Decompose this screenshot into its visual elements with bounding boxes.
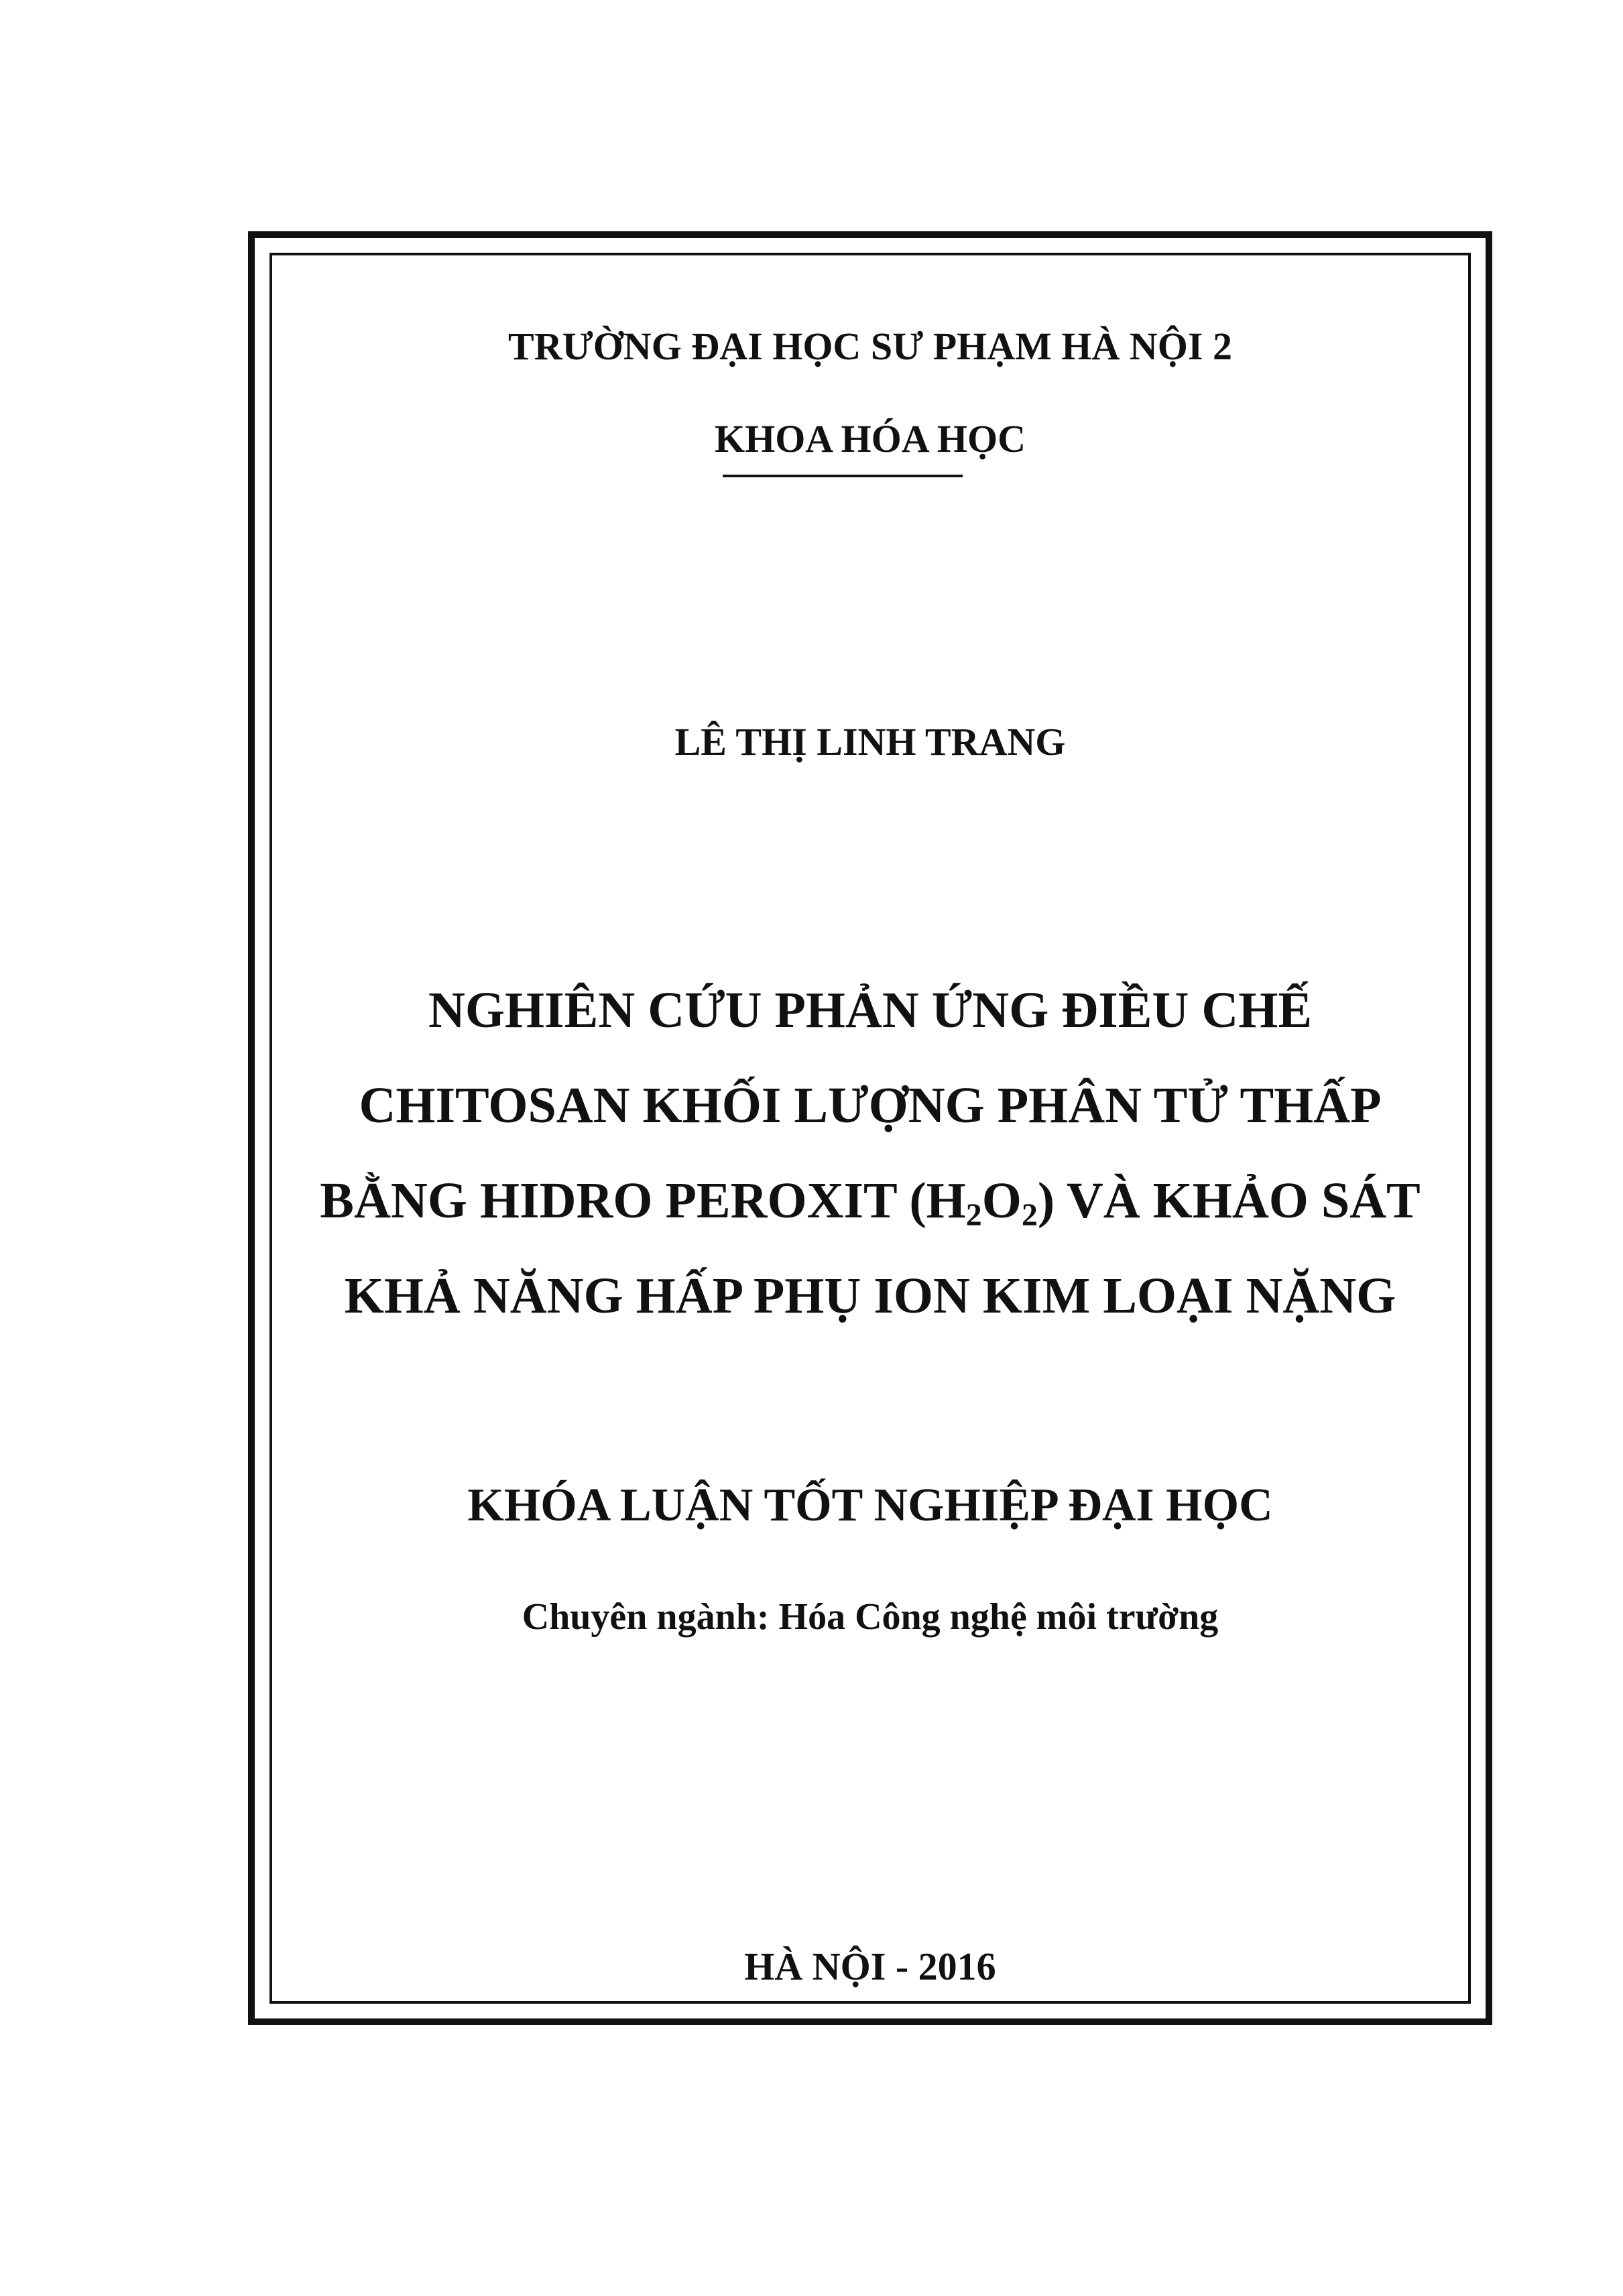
title-subscript-1: 2 — [965, 1197, 982, 1233]
faculty-name: KHOA HÓA HỌC — [714, 417, 1026, 461]
title-line-3-part-a: BẰNG HIDRO PEROXIT (H — [320, 1172, 966, 1229]
cover-outer-border — [248, 231, 1492, 2025]
title-line-3-part-c: ) VÀ KHẢO SÁT — [1037, 1172, 1421, 1229]
major-field: Chuyên ngành: Hóa Công nghệ môi trường — [522, 1596, 1219, 1638]
thesis-title — [272, 963, 1468, 1343]
title-line-3-part-b: O — [981, 1172, 1022, 1229]
title-subscript-2: 2 — [1021, 1197, 1038, 1233]
author-name: LÊ THỊ LINH TRANG — [674, 720, 1066, 764]
cover-inner-border — [269, 253, 1471, 2004]
faculty-divider — [723, 475, 963, 477]
thesis-title-line-2: CHITOSAN KHỐI LƯỢNG PHÂN TỬ THẤP — [359, 1077, 1382, 1134]
thesis-title-line-1: NGHIÊN CỨU PHẢN ỨNG ĐIỀU CHẾ — [428, 982, 1313, 1038]
thesis-title-line-3 — [272, 1153, 1468, 1248]
thesis-title-line-4: KHẢ NĂNG HẤP PHỤ ION KIM LOẠI NẶNG — [344, 1268, 1396, 1324]
place-and-year: HÀ NỘI - 2016 — [744, 1945, 996, 1988]
thesis-type: KHÓA LUẬN TỐT NGHIỆP ĐẠI HỌC — [467, 1479, 1273, 1531]
university-name: TRƯỜNG ĐẠI HỌC SƯ PHẠM HÀ NỘI 2 — [508, 324, 1232, 368]
